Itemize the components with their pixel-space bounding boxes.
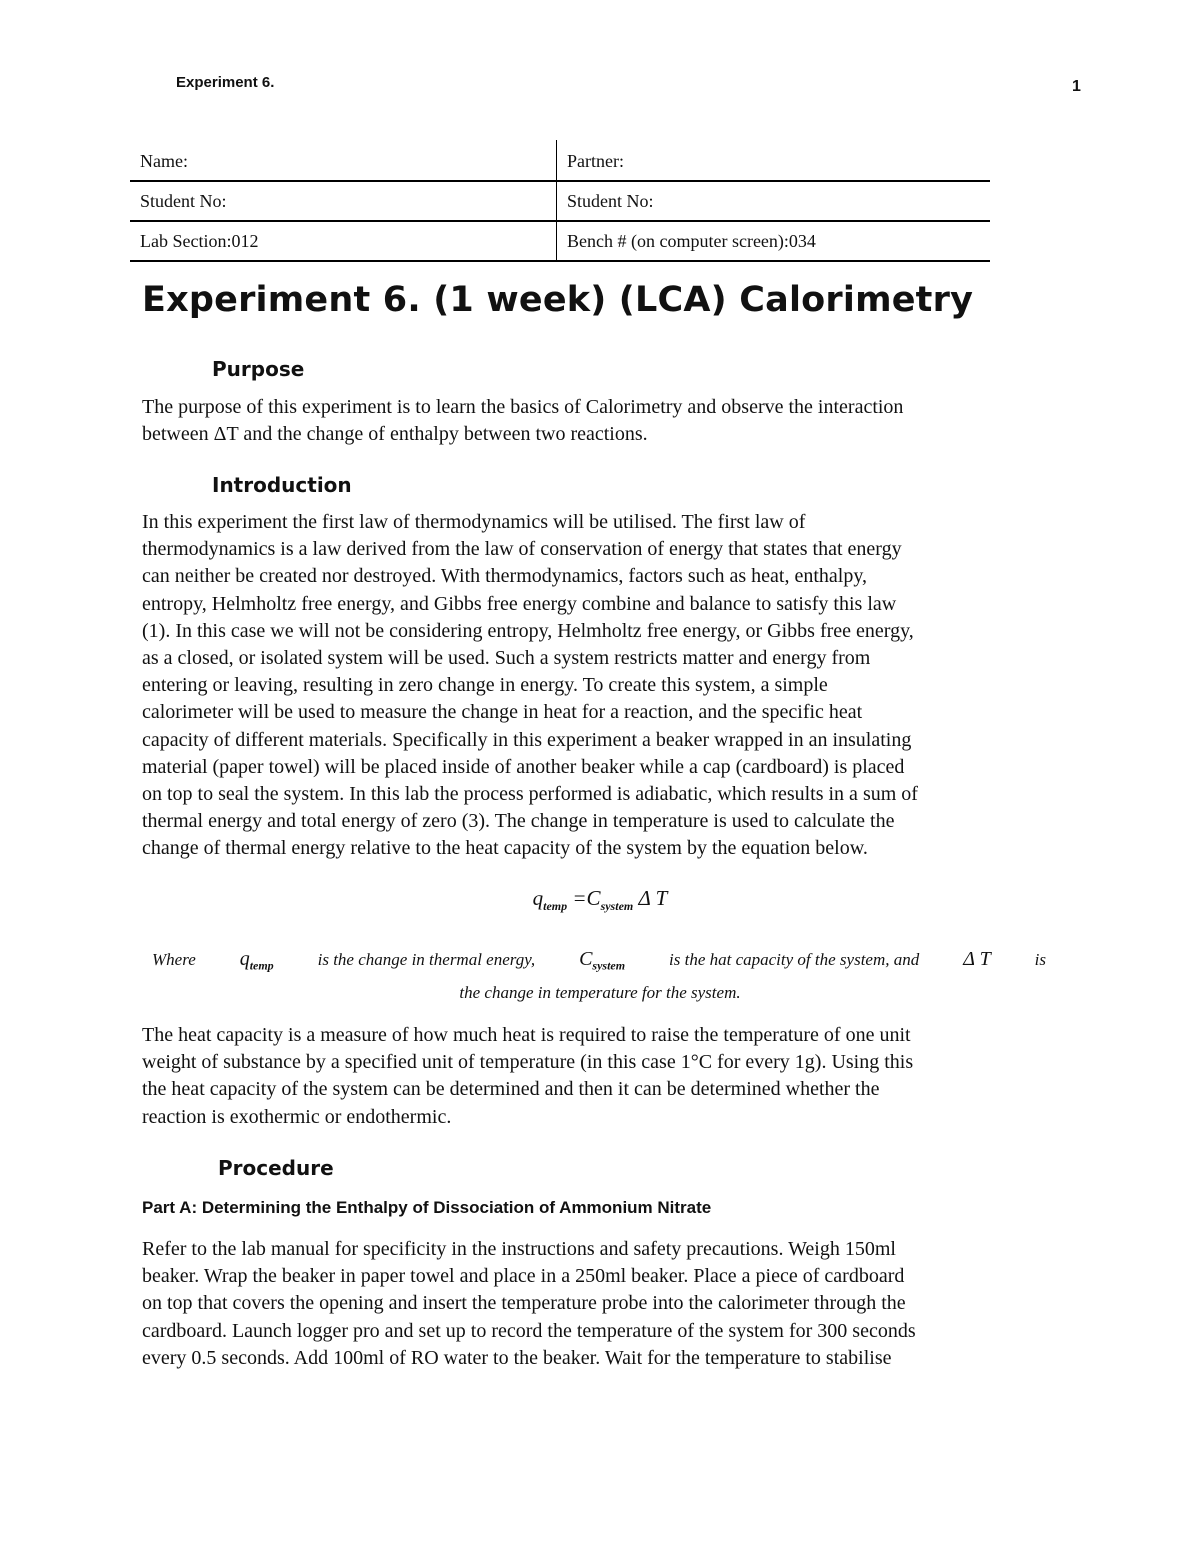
text-line: (1). In this case we will not be considering entropy, Helmholtz free energy, or Gibbs free energy, [142, 619, 914, 642]
text-line: capacity of different materials. Specifically in this experiment a beaker wrapped in an insulating [142, 728, 912, 751]
equation-caption [142, 946, 1058, 1006]
text-line: weight of substance by a specified unit of temperature (in this case 1°C for every 1g). Using this [142, 1051, 914, 1074]
purpose-heading: Purpose [212, 357, 305, 381]
partner-student-no-cell: Student No: [567, 190, 654, 211]
introduction-heading: Introduction [212, 473, 352, 497]
caption-line [142, 946, 1058, 979]
procedure-heading: Procedure [218, 1156, 334, 1180]
caption-c: C [579, 948, 593, 970]
equation-c: C [586, 886, 601, 910]
caption-delta-t: Δ T [963, 948, 991, 970]
text-line: cardboard. Launch logger pro and set up to record the temperature of the system for 300 seconds [142, 1319, 916, 1342]
table-row [130, 140, 990, 181]
caption-where: Where [152, 950, 196, 969]
text-line: The heat capacity is a measure of how much heat is required to raise the temperature of one unit [142, 1024, 911, 1046]
bench-number-cell: Bench # (on computer screen):034 [567, 230, 816, 251]
part-a-heading: Part A: Determining the Enthalpy of Dissociation of Ammonium Nitrate [142, 1198, 712, 1217]
text-line: The purpose of this experiment is to learn the basics of Calorimetry and observe the interaction [142, 396, 904, 418]
text-line: entering or leaving, resulting in zero change in energy. To create this system, a simple [142, 674, 828, 697]
text-line: In this experiment the first law of thermodynamics will be utilised. The first law of [142, 511, 806, 533]
table-row [130, 221, 990, 261]
text-line: thermodynamics is a law derived from the law of conservation of energy that states that energy [142, 538, 902, 561]
page-number: 1 [1072, 78, 1081, 95]
partner-cell: Partner: [567, 150, 624, 171]
introduction-paragraph [142, 509, 1062, 863]
text-line: calorimeter will be used to measure the change in heat for a reaction, and the specific heat [142, 701, 863, 724]
name-cell: Name: [130, 140, 557, 181]
student-no-cell: Student No: [130, 181, 557, 221]
text-line: on top to seal the system. In this lab the process performed is adiabatic, which results in a sum of [142, 783, 918, 806]
equation-delta-t: Δ T [638, 886, 668, 910]
caption-text-2: is the hat capacity of the system, and [669, 950, 920, 969]
lab-section-cell: Lab Section:012 [130, 221, 557, 261]
text-line: change of thermal energy relative to the heat capacity of the system by the equation below. [142, 837, 868, 860]
student-info-table [130, 140, 990, 262]
equation-equals: = [572, 886, 587, 910]
caption-text-3: is [1034, 950, 1046, 969]
equation-c-subscript: system [600, 899, 634, 914]
table-row [130, 181, 990, 221]
procedure-paragraph [142, 1236, 1062, 1372]
text-line: every 0.5 seconds. Add 100ml of RO water to the beaker. Wait for the temperature to stabilise [142, 1346, 892, 1369]
caption-text-1: is the change in thermal energy, [317, 950, 536, 969]
caption-c-symbol [579, 946, 625, 979]
text-line: beaker. Wrap the beaker in paper towel and place in a 250ml beaker. Place a piece of cardboard [142, 1265, 905, 1288]
text-line: Refer to the lab manual for specificity in the instructions and safety precautions. Weigh 150ml [142, 1238, 896, 1260]
caption-q: q [239, 948, 250, 970]
heat-capacity-paragraph [142, 1022, 1062, 1131]
text-line: thermal energy and total energy of zero (3). The change in temperature is used to calculate the [142, 810, 895, 833]
caption-q-symbol [240, 946, 274, 979]
text-line: entropy, Helmholtz free energy, and Gibbs free energy combine and balance to satisfy this law [142, 592, 897, 615]
heat-equation [0, 886, 1200, 914]
page-title: Experiment 6. (1 week) (LCA) Calorimetry [142, 280, 974, 320]
text-line: can neither be created nor destroyed. With thermodynamics, factors such as heat, enthalpy, [142, 565, 868, 588]
text-line: as a closed, or isolated system will be used. Such a system restricts matter and energy from [142, 647, 871, 670]
running-head: Experiment 6. [176, 74, 275, 91]
equation-q: q [532, 886, 544, 910]
caption-c-subscript: system [592, 958, 626, 973]
text-line: reaction is exothermic or endothermic. [142, 1105, 452, 1128]
text-line: on top that covers the opening and insert the temperature probe into the calorimeter through the [142, 1292, 906, 1315]
text-line: between ΔT and the change of enthalpy between two reactions. [142, 423, 648, 446]
caption-line-2: the change in temperature for the system. [459, 983, 741, 1003]
text-line: material (paper towel) will be placed inside of another beaker while a cap (cardboard) is placed [142, 755, 905, 778]
purpose-paragraph [142, 394, 1062, 448]
caption-q-subscript: temp [249, 958, 274, 973]
equation-q-subscript: temp [543, 899, 568, 914]
text-line: the heat capacity of the system can be determined and then it can be determined whether the [142, 1078, 880, 1101]
